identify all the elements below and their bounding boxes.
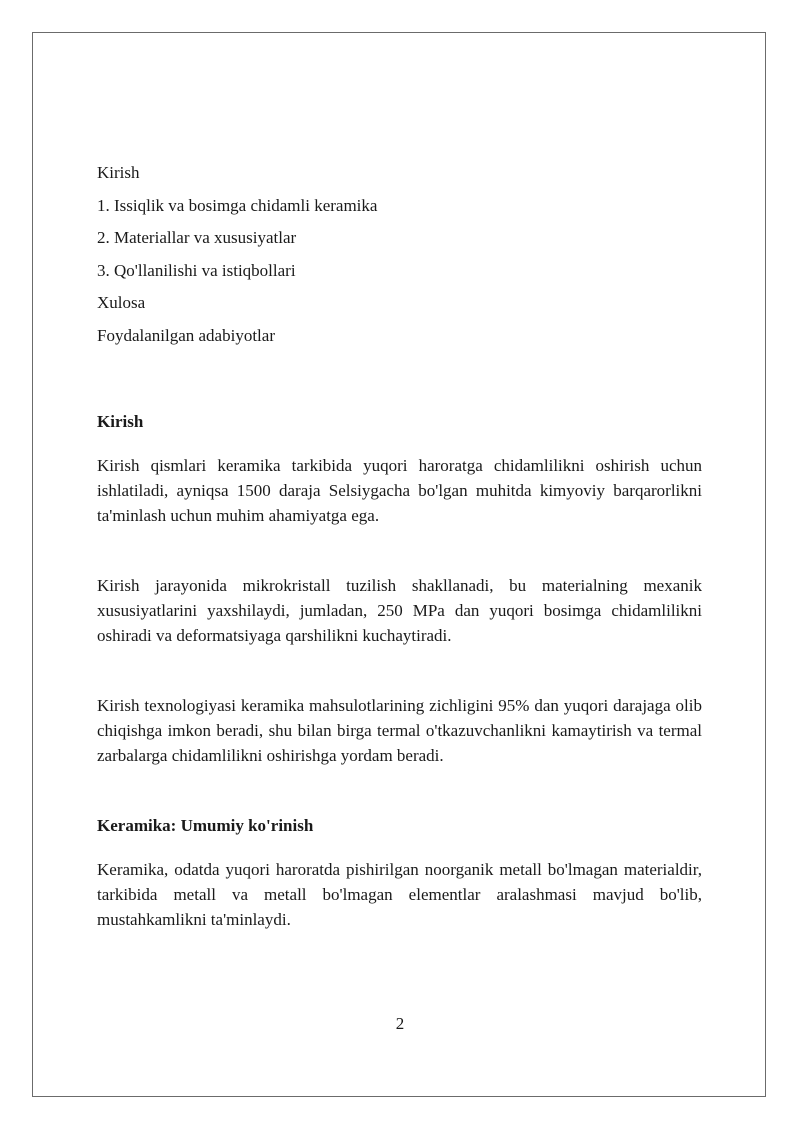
toc-item-conclusion: Xulosa [97,293,146,312]
toc-item-2: 2. Materiallar va xususiyatlar [97,228,297,247]
table-of-contents [97,160,702,348]
document-body [97,160,702,932]
section-heading-keramika: Keramika: Umumiy ko'rinish [97,815,314,835]
toc-item-intro: Kirish [97,163,140,182]
page-number: 2 [395,1014,405,1033]
paragraph: Kirish jarayonida mikrokristall tuzilish shakllanadi, bu materialning mexanik xususiyatlarini yaxshilaydi, jumladan, 250 MPa dan yuqori bosimga chidamlilikni oshiradi va deformatsiyaga qarshilikni kuchaytiradi. [97,575,702,645]
paragraph: Kirish texnologiyasi keramika mahsulotlarining zichligini 95% dan yuqori darajaga olib chiqishga imkon beradi, shu bilan birga termal o'tkazuvchanlikni kamaytirish va termal zarbalarga chidamlilikni oshirishga yordam beradi. [97,695,702,765]
toc-item-1: 1. Issiqlik va bosimga chidamli keramika [97,195,378,215]
toc-item-3: 3. Qo'llanilishi va istiqbollari [97,260,296,280]
paragraph: Kirish qismlari keramika tarkibida yuqori haroratga chidamlilikni oshirish uchun ishlatiladi, ayniqsa 1500 daraja Selsiygacha bo'lgan muhitda kimyoviy barqarorlikni ta'minlash uchun muhim ahamiyatga ega. [97,455,702,525]
toc-item-references: Foydalanilgan adabiyotlar [97,325,275,345]
section-heading-kirish: Kirish [97,411,144,431]
paragraph: Keramika, odatda yuqori haroratda pishirilgan noorganik metall bo'lmagan materialdir, tarkibida metall va metall bo'lmagan elementlar aralashmasi mavjud bo'lib, mustahkamlikni ta'minlaydi. [97,859,702,929]
